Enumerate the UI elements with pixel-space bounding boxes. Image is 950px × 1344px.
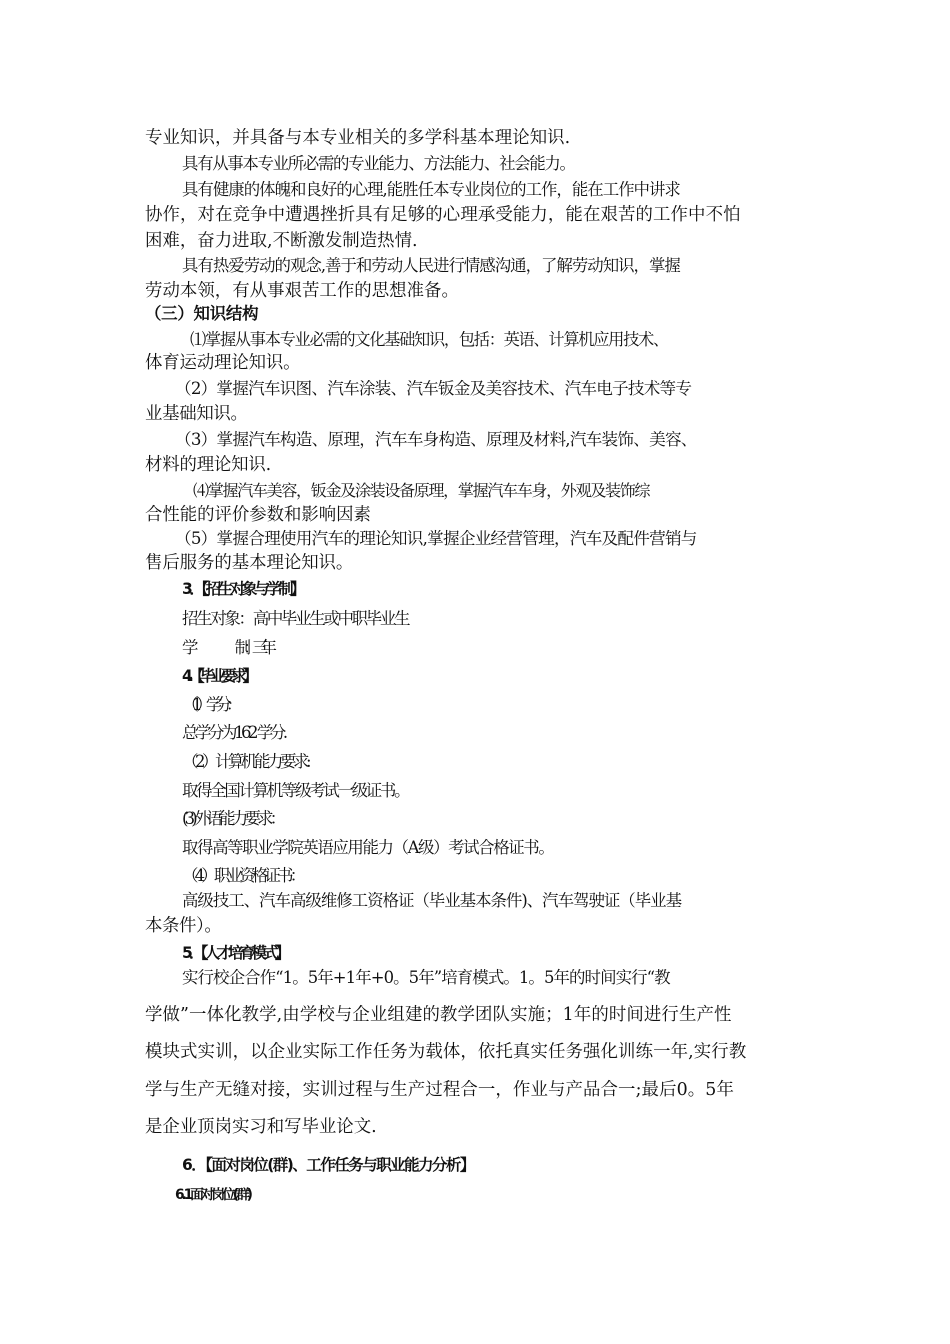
section-heading: 3．【招生对象与学制】: [182, 580, 303, 598]
text-line: 具有热爱劳动的观念,善于和劳动人民进行情感沟通，了解劳动知识，掌握: [182, 256, 680, 275]
section-heading: 6．【面对岗位(群)、工作任务与职业能力分析】: [182, 1156, 474, 1174]
section-heading: 4.【毕业要求】: [182, 667, 254, 685]
text-line: ⑷掌握汽车美容，钣金及涂装设备原理，掌握汽车车身，外观及装饰综: [193, 481, 650, 500]
text-line: 学做”一体化教学,由学校与企业组建的教学团队实施；1年的时间进行生产性: [145, 1005, 732, 1025]
text-line: 具有从事本专业所必需的专业能力、方法能力、社会能力。: [182, 154, 575, 173]
text-line: 合性能的评价参数和影响因素: [145, 505, 371, 525]
text-line: 体育运动理论知识。: [145, 353, 301, 373]
text-line: ⑴掌握从事本专业必需的文化基础知识，包括：英语、计算机应用技术、: [190, 330, 668, 349]
text-line: [182, 636, 852, 660]
section-heading: 5．【人才培育模式】: [182, 944, 287, 962]
text-line: （2）计算机能力要求:: [182, 752, 309, 771]
text-line: （4）职业资格证书：: [182, 866, 303, 885]
text-line: 具有健康的体魄和良好的心理,能胜任本专业岗位的工作，能在工作中讲求: [182, 180, 680, 199]
text-line: 总学分为162 学分.: [182, 723, 285, 742]
text-line: 取得全国计算机等级考试一级证书。: [182, 781, 409, 800]
text-line: 实行校企合作“1。5年+1年+0。5年”培育模式。1。5年的时间实行“教: [182, 968, 670, 987]
text-line: 专业知识，并具备与本专业相关的多学科基本理论知识.: [145, 128, 571, 148]
text-line: （2）掌握汽车识图、汽车涂装、汽车钣金及美容技术、汽车电子技术等专: [175, 379, 692, 398]
text-line: 协作，对在竞争中遭遇挫折具有足够的心理承受能力，能在艰苦的工作中不怕: [145, 205, 741, 225]
text-line: 取得高等职业学院英语应用能力（A级）考试合格证书。: [182, 838, 554, 857]
text-line: （3）掌握汽车构造、原理，汽车车身构造、原理及材料,汽车装饰、美容、: [175, 430, 697, 449]
text-line: （5）掌握合理使用汽车的理论知识,掌握企业经营管理，汽车及配件营销与: [175, 529, 697, 548]
text-line: 学与生产无缝对接，实训过程与生产过程合一，作业与产品合一;最后0。5年: [145, 1080, 735, 1100]
text-line: 招生对象：高中毕业生或中职毕业生: [182, 609, 409, 628]
text-line: 模块式实训，以企业实际工作任务为载体，依托真实任务强化训练一年,实行教: [145, 1042, 747, 1062]
text-line: 售后服务的基本理论知识。: [145, 553, 354, 573]
text-line: 困难，奋力进取,不断激发制造热情.: [145, 231, 418, 251]
text-line: 材料的理论知识.: [145, 455, 271, 475]
text-fragment: 制：三年: [234, 638, 270, 657]
text-fragment: 学: [182, 638, 191, 657]
text-line: 是企业顶岗实习和写毕业论文.: [145, 1117, 377, 1137]
section-heading: （三）知识结构: [145, 304, 259, 323]
text-line: 高级技工、汽车高级维修工资格证（毕业基本条件)、汽车驾驶证（毕业基: [182, 891, 682, 910]
text-line: (3)外语能力要求：: [182, 809, 283, 828]
subsection-heading: 6.1面对岗位(群): [175, 1187, 250, 1203]
text-line: （1）学分：: [182, 695, 236, 714]
text-line: 劳动本领，有从事艰苦工作的思想准备。: [145, 281, 459, 301]
text-line: 业基础知识。: [145, 404, 248, 424]
text-line: 本条件）。: [145, 916, 222, 936]
